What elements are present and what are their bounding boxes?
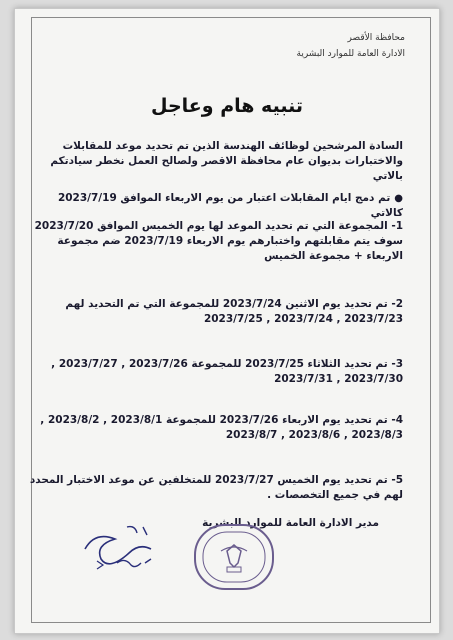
official-stamp-icon: [191, 521, 277, 593]
list-item: 4- تم تحديد يوم الاربعاء 2023/7/26 للمجموعة 2023/8/1 , 2023/8/2 , 2023/8/3 , 2023/8/6 , 2023/8/7: [40, 414, 403, 441]
handwritten-signature-icon: [77, 519, 177, 579]
department-header: الادارة العامة للموارد البشرية: [296, 49, 405, 59]
governorate-header: محافظة الأقصر: [347, 33, 405, 43]
list-item: 5- تم تحديد يوم الخميس 2023/7/27 للمتخلفين عن موعد الاختبار المحدد لهم في جميع التخصصات .: [29, 474, 403, 501]
bullet-note-text: تم دمج ايام المقابلات اعتبار من يوم الاربعاء الموافق 2023/7/19 كالاتي: [57, 192, 403, 219]
intro-paragraph: السادة المرشحين لوظائف الهندسة الذين تم تحديد موعد للمقابلات والاختبارات بديوان عام محافظة الاقصر ولصالح العمل نخطر سيادتكم بالاتي: [50, 140, 403, 182]
list-item: 1- المجموعة التي تم تحديد الموعد لها يوم الخميس الموافق 2023/7/20 سوف يتم مقابلتهم واختبارهم يوم الاربعاء 2023/7/19 ضم مجموعة الاربعاء + مجموعة الخميس: [34, 220, 403, 262]
page-title: تنبيه هام وعاجل: [151, 95, 303, 117]
bullet-icon: ●: [394, 193, 403, 204]
signature-title: مدير الادارة العامة للموارد البشرية: [202, 517, 379, 529]
document-page: [14, 8, 440, 634]
list-item: 2- تم تحديد يوم الاثنين 2023/7/24 للمجموعة التي تم التحديد لهم 2023/7/23 , 2023/7/24 , 2023/7/25: [65, 298, 403, 325]
list-item: 3- تم تحديد الثلاثاء 2023/7/25 للمجموعة 2023/7/26 , 2023/7/27 , 2023/7/30 , 2023/7/31: [51, 358, 403, 385]
bullet-note: [23, 191, 403, 221]
